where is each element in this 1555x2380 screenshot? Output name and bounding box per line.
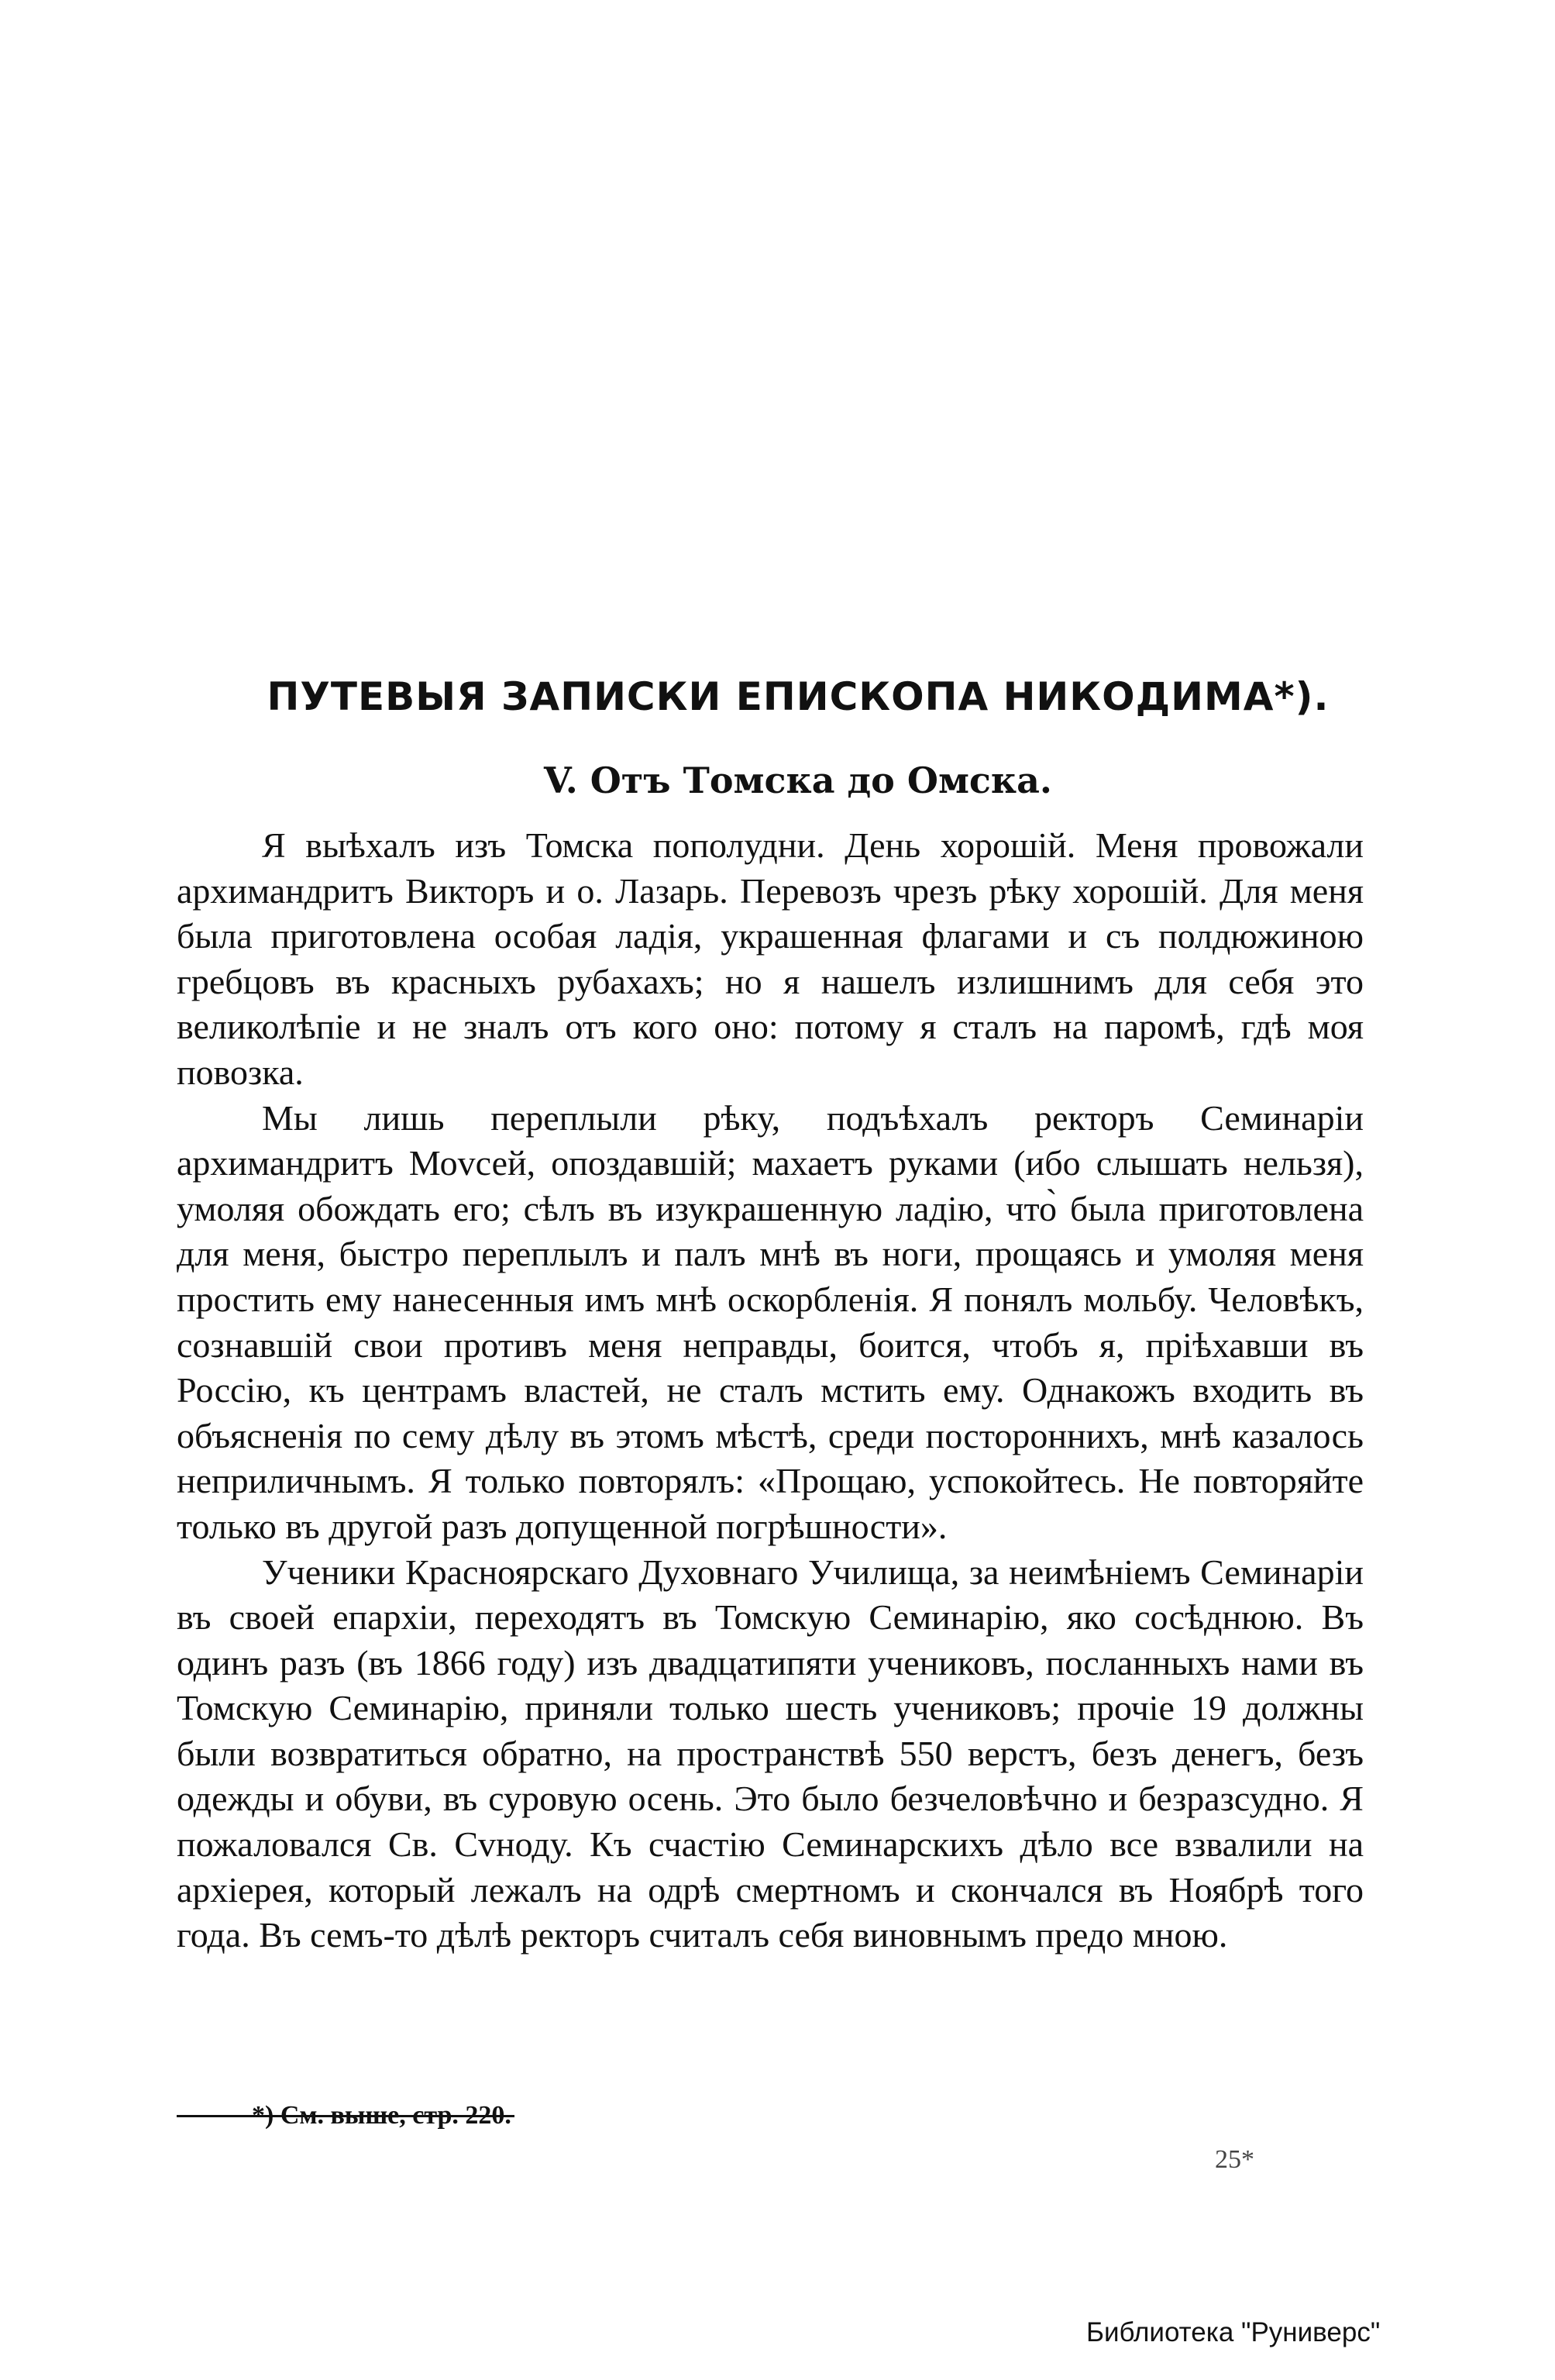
paragraph: Я выѣхалъ изъ Томска пополудни. День хорошій. Меня провожали архимандритъ Викторъ и о. Лазарь. Перевозъ чрезъ рѣку хорошій. Для меня была приготовлена особая ладія, украшенная флагами и съ полдюжиною гребцовъ въ красныхъ рубахахъ; но я нашелъ излишнимъ для себя это великолѣпіе и не зналъ отъ кого оно: потому я сталъ на паромѣ, гдѣ моя повозка. — [177, 825, 1364, 1092]
article-body — [177, 823, 1364, 1958]
article-title: ПУТЕВЫЯ ЗАПИСКИ ЕПИСКОПА НИКОДИМА*). — [267, 674, 1330, 719]
footnote: *) См. выше, стр. 220. — [252, 2101, 511, 2130]
library-watermark: Библиотека "Руниверс" — [1086, 2317, 1381, 2347]
section-heading: V. Отъ Томска до Омска. — [544, 759, 1052, 801]
paragraph: Ученики Красноярскаго Духовнаго Училища, за неимѣніемъ Семинаріи въ своей епархіи, переходятъ въ Томскую Семинарію, яко сосѣднюю. Въ одинъ разъ (въ 1866 году) изъ двадцатипяти учениковъ, посланныхъ нами въ Томскую Семинарію, приняли только шесть учениковъ; прочіе 19 должны были возвратиться обратно, на пространствѣ 550 верстъ, безъ денегъ, безъ одежды и обуви, въ суровую осень. Это было безчеловѣчно и безразсудно. Я пожаловался Св. Сvноду. Къ счастію Семинарскихъ дѣло все взвалили на архіерея, который лежалъ на одрѣ смертномъ и скончался въ Ноябрѣ того года. Въ семъ-то дѣлѣ ректоръ считалъ себя виновнымъ предо мною. — [177, 1552, 1364, 1955]
paragraph: Мы лишь переплыли рѣку, подъѣхалъ ректоръ Семинаріи архимандритъ Моvсей, опоздавшій; махаетъ руками (ибо слышать нельзя), умоляя обождать его; сѣлъ въ изукрашенную ладію, что̀ была приготовлена для меня, быстро переплылъ и палъ мнѣ въ ноги, прощаясь и умоляя меня простить ему нанесенныя имъ мнѣ оскорбленія. Я понялъ мольбу. Человѣкъ, сознавшій свои противъ меня неправды, боится, чтобъ я, пріѣхавши въ Россію, къ центрамъ властей, не сталъ мстить ему. Однакожъ входить въ объясненія по сему дѣлу въ этомъ мѣстѣ, среди постороннихъ, мнѣ казалось неприличнымъ. Я только повторялъ: «Прощаю, успокойтесь. Не повторяйте только въ другой разъ допущенной погрѣшности». — [177, 1097, 1364, 1546]
page-number: 25* — [1215, 2145, 1254, 2174]
